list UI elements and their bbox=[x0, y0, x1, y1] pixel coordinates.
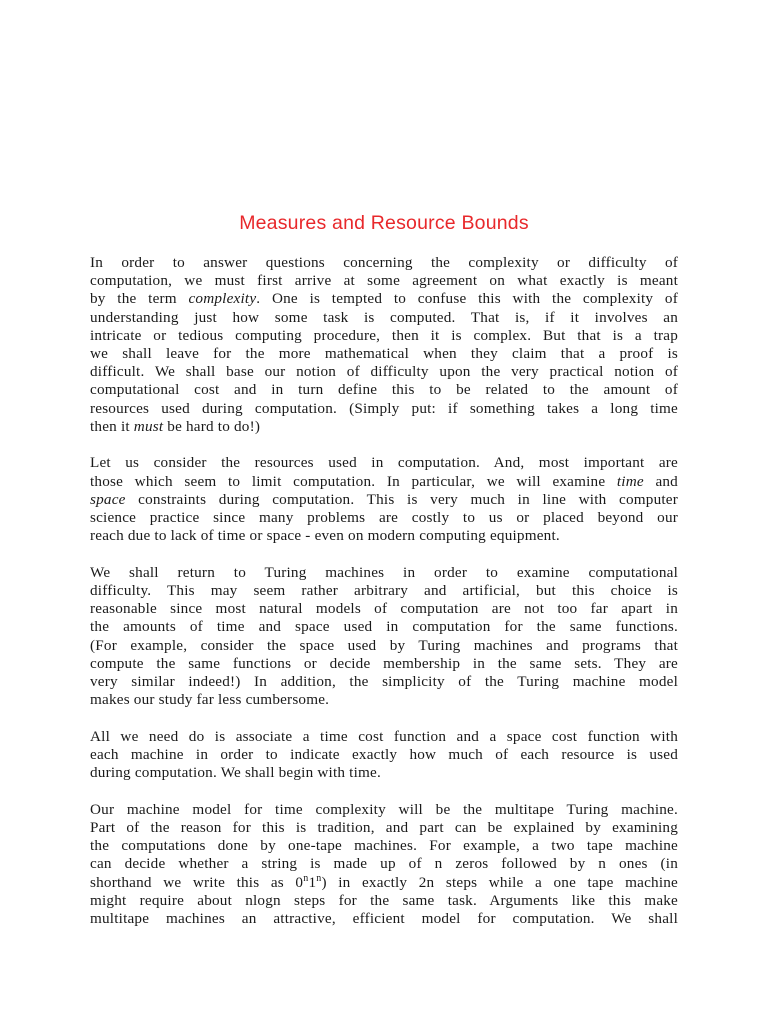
text-run: be hard to do!) bbox=[163, 417, 261, 435]
emphasis-term: time bbox=[616, 472, 644, 490]
text-run: by the term bbox=[90, 290, 189, 308]
text-run: . One is tempted to confuse this with the complexity of bbox=[256, 290, 678, 308]
paragraph bbox=[90, 454, 678, 545]
text-run: we shall leave for the more mathematical when they claim that a proof is bbox=[90, 345, 678, 363]
text-run: compute the same functions or decide membership in the same sets. They are bbox=[90, 654, 678, 672]
text-run: the amounts of time and space used in computation for the same functions. bbox=[90, 618, 678, 636]
text-run: then it bbox=[90, 417, 134, 435]
text-run: the computations done by one-tape machines. For example, a two tape machine bbox=[90, 837, 678, 855]
superscript: n bbox=[303, 872, 309, 884]
text-line bbox=[90, 254, 678, 272]
text-line bbox=[90, 673, 678, 691]
text-line bbox=[90, 691, 678, 709]
text-run: (For example, consider the space used by Turing machines and programs that bbox=[90, 636, 678, 654]
text-line bbox=[90, 327, 678, 345]
text-line bbox=[90, 454, 678, 472]
text-line bbox=[90, 801, 678, 819]
text-line bbox=[90, 491, 678, 509]
emphasis-term: complexity bbox=[188, 290, 257, 308]
paragraph bbox=[90, 728, 678, 783]
text-line bbox=[90, 892, 678, 910]
text-run: reach due to lack of time or space - even on modern computing equipment. bbox=[90, 527, 560, 545]
text-line bbox=[90, 509, 678, 527]
text-run: Part of the reason for this is tradition, and part can be explained by examining bbox=[90, 819, 678, 837]
text-run: intricate or tedious computing procedure, then it is complex. But that is a trap bbox=[90, 326, 678, 344]
text-line bbox=[90, 400, 678, 418]
text-line bbox=[90, 600, 678, 618]
text-run: constraints during computation. This is very much in line with computer bbox=[125, 490, 678, 508]
text-line bbox=[90, 746, 678, 764]
text-run: Our machine model for time complexity will be the multitape Turing machine. bbox=[90, 800, 678, 818]
text-line bbox=[90, 637, 678, 655]
text-line bbox=[90, 290, 678, 308]
text-line bbox=[90, 418, 678, 436]
emphasis-term: must bbox=[133, 417, 164, 435]
text-line bbox=[90, 728, 678, 746]
text-run: resources used during computation. (Simply put: if something takes a long time bbox=[90, 399, 678, 417]
text-line bbox=[90, 764, 678, 782]
paragraph bbox=[90, 254, 678, 436]
text-run: computation, we must first arrive at some agreement on what exactly is meant bbox=[90, 272, 678, 290]
text-run: computational cost and in turn define this to be related to the amount of bbox=[90, 381, 678, 399]
text-run: All we need do is associate a time cost function and a space cost function with bbox=[90, 727, 678, 745]
text-run: multitape machines an attractive, efficient model for computation. We shall bbox=[90, 910, 678, 928]
text-run: 1 bbox=[308, 873, 317, 891]
text-run: reasonable since most natural models of computation are not too far apart in bbox=[90, 600, 678, 618]
text-line bbox=[90, 564, 678, 582]
text-run: We shall return to Turing machines in order to examine computational bbox=[90, 563, 678, 581]
text-line bbox=[90, 855, 678, 873]
text-run: each machine in order to indicate exactly how much of each resource is used bbox=[90, 746, 678, 764]
text-run: and bbox=[643, 472, 678, 490]
superscript: n bbox=[316, 872, 322, 884]
text-line bbox=[90, 874, 678, 892]
text-line bbox=[90, 473, 678, 491]
document-body bbox=[90, 254, 678, 947]
text-run: Let us consider the resources used in computation. And, most important are bbox=[90, 454, 678, 472]
text-run: In order to answer questions concerning the complexity or difficulty of bbox=[90, 254, 678, 271]
text-line bbox=[90, 381, 678, 399]
text-run: during computation. We shall begin with time. bbox=[90, 764, 381, 782]
text-line bbox=[90, 837, 678, 855]
text-line bbox=[90, 345, 678, 363]
text-line bbox=[90, 272, 678, 290]
text-run: science practice since many problems are costly to us or placed beyond our bbox=[90, 509, 678, 527]
text-line bbox=[90, 582, 678, 600]
text-run: might require about nlogn steps for the same task. Arguments like this make bbox=[90, 891, 678, 909]
emphasis-term: space bbox=[90, 490, 126, 508]
text-line bbox=[90, 910, 678, 928]
text-line bbox=[90, 363, 678, 381]
paragraph bbox=[90, 564, 678, 710]
text-run: difficult. We shall base our notion of difficulty upon the very practical notion of bbox=[90, 363, 678, 381]
text-line bbox=[90, 655, 678, 673]
text-run: ) in exactly 2n steps while a one tape machine bbox=[321, 873, 678, 891]
text-line bbox=[90, 527, 678, 545]
text-line bbox=[90, 618, 678, 636]
page-title: Measures and Resource Bounds bbox=[239, 212, 529, 234]
text-run: very similar indeed!) In addition, the simplicity of the Turing machine model bbox=[90, 673, 678, 691]
text-run: those which seem to limit computation. In particular, we will examine bbox=[90, 472, 617, 490]
text-run: understanding just how some task is computed. That is, if it involves an bbox=[90, 308, 678, 326]
text-run: difficulty. This may seem rather arbitrary and artificial, but this choice is bbox=[90, 582, 678, 600]
text-line bbox=[90, 819, 678, 837]
text-run: shorthand we write this as 0 bbox=[90, 873, 304, 891]
paragraph bbox=[90, 801, 678, 928]
text-run: makes our study far less cumbersome. bbox=[90, 691, 330, 709]
text-line bbox=[90, 309, 678, 327]
text-run: can decide whether a string is made up of n zeros followed by n ones (in bbox=[90, 855, 678, 873]
